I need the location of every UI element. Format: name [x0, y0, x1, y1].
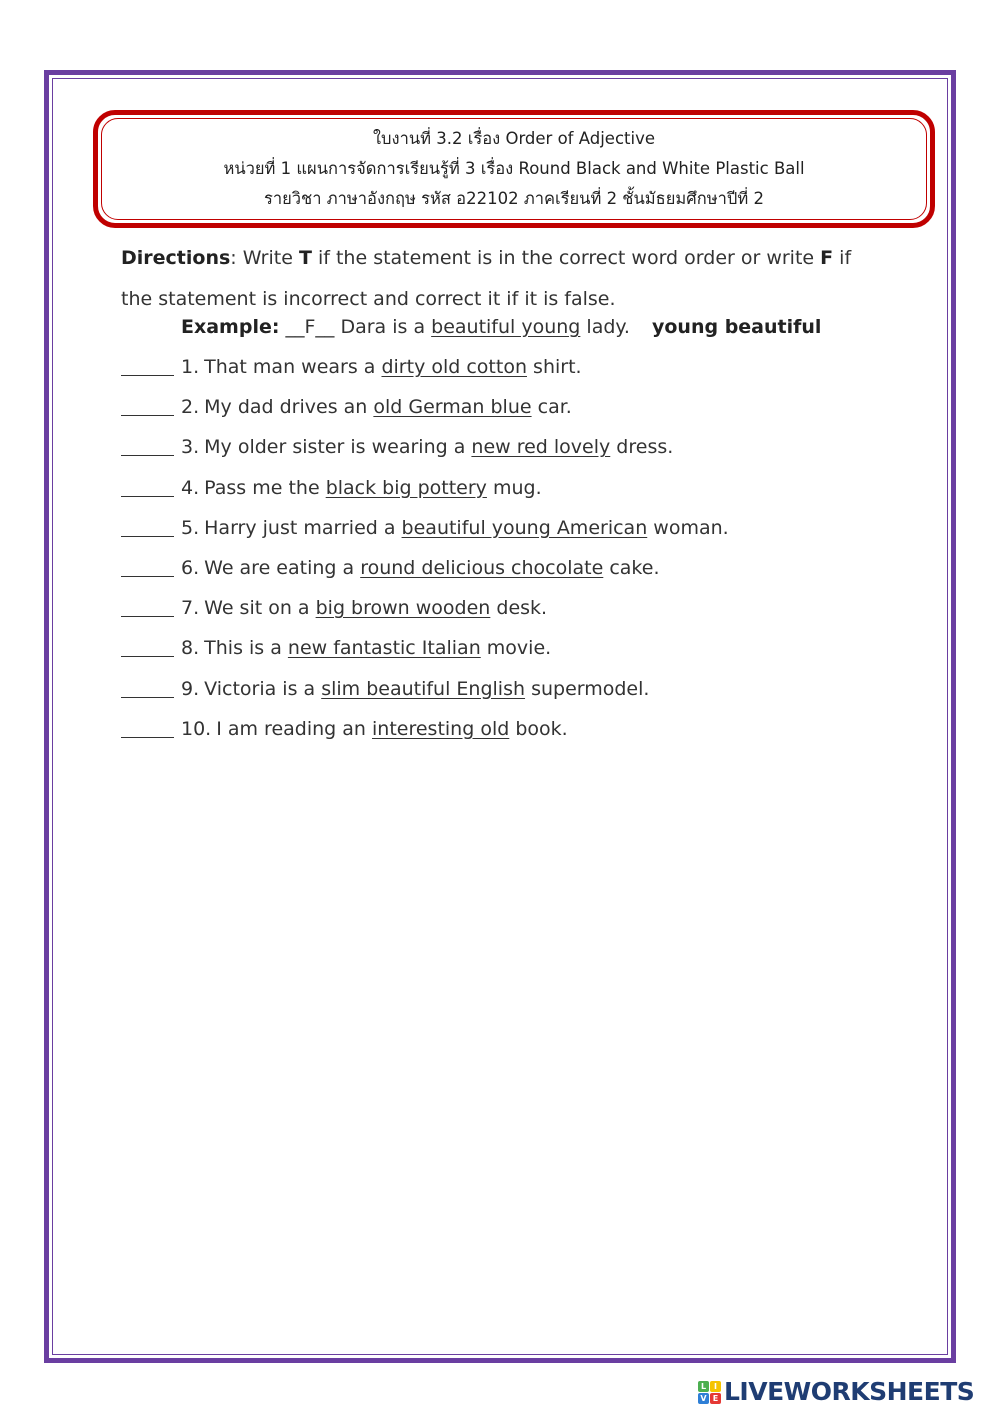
directions-t: T [298, 247, 312, 269]
directions-text: if the statement is in the correct word order or write [311, 247, 821, 269]
live-squares-icon [698, 1381, 721, 1404]
question-item [121, 675, 881, 715]
question-list [121, 353, 881, 755]
title-box [93, 110, 935, 228]
question-item [121, 715, 881, 755]
question-number: 9. [181, 677, 200, 700]
question-underlined: interesting old [372, 717, 510, 740]
question-text: Harry just married a [204, 516, 402, 539]
question-text: shirt. [527, 356, 582, 378]
example [181, 313, 821, 341]
question-text: Victoria is a [204, 677, 322, 700]
question-item [121, 353, 881, 393]
logo-square-v: V [698, 1393, 709, 1404]
logo-square-l: L [698, 1381, 709, 1392]
example-underlined: beautiful young [431, 316, 581, 338]
directions-text: if the statement is incorrect and correct it if it is false. [121, 247, 852, 310]
answer-blank[interactable] [121, 634, 174, 657]
question-number: 6. [181, 556, 200, 579]
question-text: That man wears a [204, 356, 382, 378]
question-text: supermodel. [525, 677, 650, 700]
answer-blank[interactable] [121, 353, 174, 376]
question-item [121, 433, 881, 473]
question-underlined: new fantastic Italian [287, 637, 481, 660]
question-underlined: new red lovely [471, 436, 611, 459]
question-text: woman. [647, 516, 729, 539]
answer-blank[interactable] [121, 675, 174, 698]
question-text: My dad drives an [204, 396, 374, 419]
directions-label: Directions [121, 247, 231, 269]
example-text: lady. [580, 316, 630, 338]
answer-blank[interactable] [121, 514, 174, 537]
question-text: desk. [490, 597, 548, 620]
question-text: My older sister is wearing a [204, 436, 472, 459]
directions [121, 238, 881, 320]
question-number: 10. [181, 717, 212, 740]
question-underlined: big brown wooden [315, 597, 491, 620]
question-text: book. [509, 717, 568, 740]
question-text: Pass me the [204, 476, 326, 499]
question-item [121, 634, 881, 674]
question-text: We sit on a [204, 597, 316, 620]
question-underlined: slim beautiful English [321, 677, 526, 700]
example-text: Dara is a [340, 316, 432, 338]
unit-line: หน่วยที่ 1 แผนการจัดการเรียนรู้ที่ 3 เรื่อง Round Black and White Plastic Ball [223, 159, 805, 178]
logo-square-e: E [710, 1393, 721, 1404]
question-text: This is a [204, 637, 288, 660]
example-answer: __F__ [279, 316, 341, 338]
subject-line: รายวิชา ภาษาอังกฤษ รหัส อ22102 ภาคเรียนที่ 2 ชั้นมัธยมศึกษาปีที่ 2 [264, 189, 764, 208]
question-underlined: round delicious chocolate [360, 556, 604, 579]
question-text: cake. [603, 556, 660, 579]
question-text: mug. [486, 476, 542, 499]
question-number: 1. [181, 356, 200, 378]
logo-text: LIVEWORKSHEETS [724, 1377, 975, 1406]
question-underlined: dirty old cotton [381, 356, 527, 378]
answer-blank[interactable] [121, 554, 174, 577]
directions-f: F [820, 247, 834, 269]
answer-blank[interactable] [121, 594, 174, 617]
question-number: 7. [181, 597, 200, 620]
question-number: 3. [181, 436, 200, 459]
question-number: 2. [181, 396, 200, 419]
answer-blank[interactable] [121, 393, 174, 416]
question-text: I am reading an [216, 717, 372, 740]
question-text: car. [531, 396, 572, 419]
question-text: dress. [610, 436, 674, 459]
question-text: movie. [480, 637, 552, 660]
example-label: Example: [181, 316, 280, 338]
title-box-inner [101, 118, 927, 220]
question-item [121, 514, 881, 554]
question-underlined: old German blue [373, 396, 532, 419]
question-text: We are eating a [204, 556, 361, 579]
example-correction: young beautiful [651, 316, 822, 338]
question-number: 8. [181, 637, 200, 660]
answer-blank[interactable] [121, 433, 174, 456]
question-item [121, 554, 881, 594]
question-item [121, 474, 881, 514]
question-item [121, 393, 881, 433]
directions-text: : Write [230, 247, 299, 269]
question-number: 5. [181, 516, 200, 539]
logo-square-i: I [710, 1381, 721, 1392]
answer-blank[interactable] [121, 474, 174, 497]
liveworksheets-logo[interactable] [698, 1379, 974, 1405]
question-underlined: black big pottery [325, 476, 487, 499]
question-underlined: beautiful young American [401, 516, 648, 539]
worksheet-title: ใบงานที่ 3.2 เรื่อง Order of Adjective [373, 129, 655, 148]
question-number: 4. [181, 476, 200, 499]
question-item [121, 594, 881, 634]
answer-blank[interactable] [121, 715, 174, 738]
